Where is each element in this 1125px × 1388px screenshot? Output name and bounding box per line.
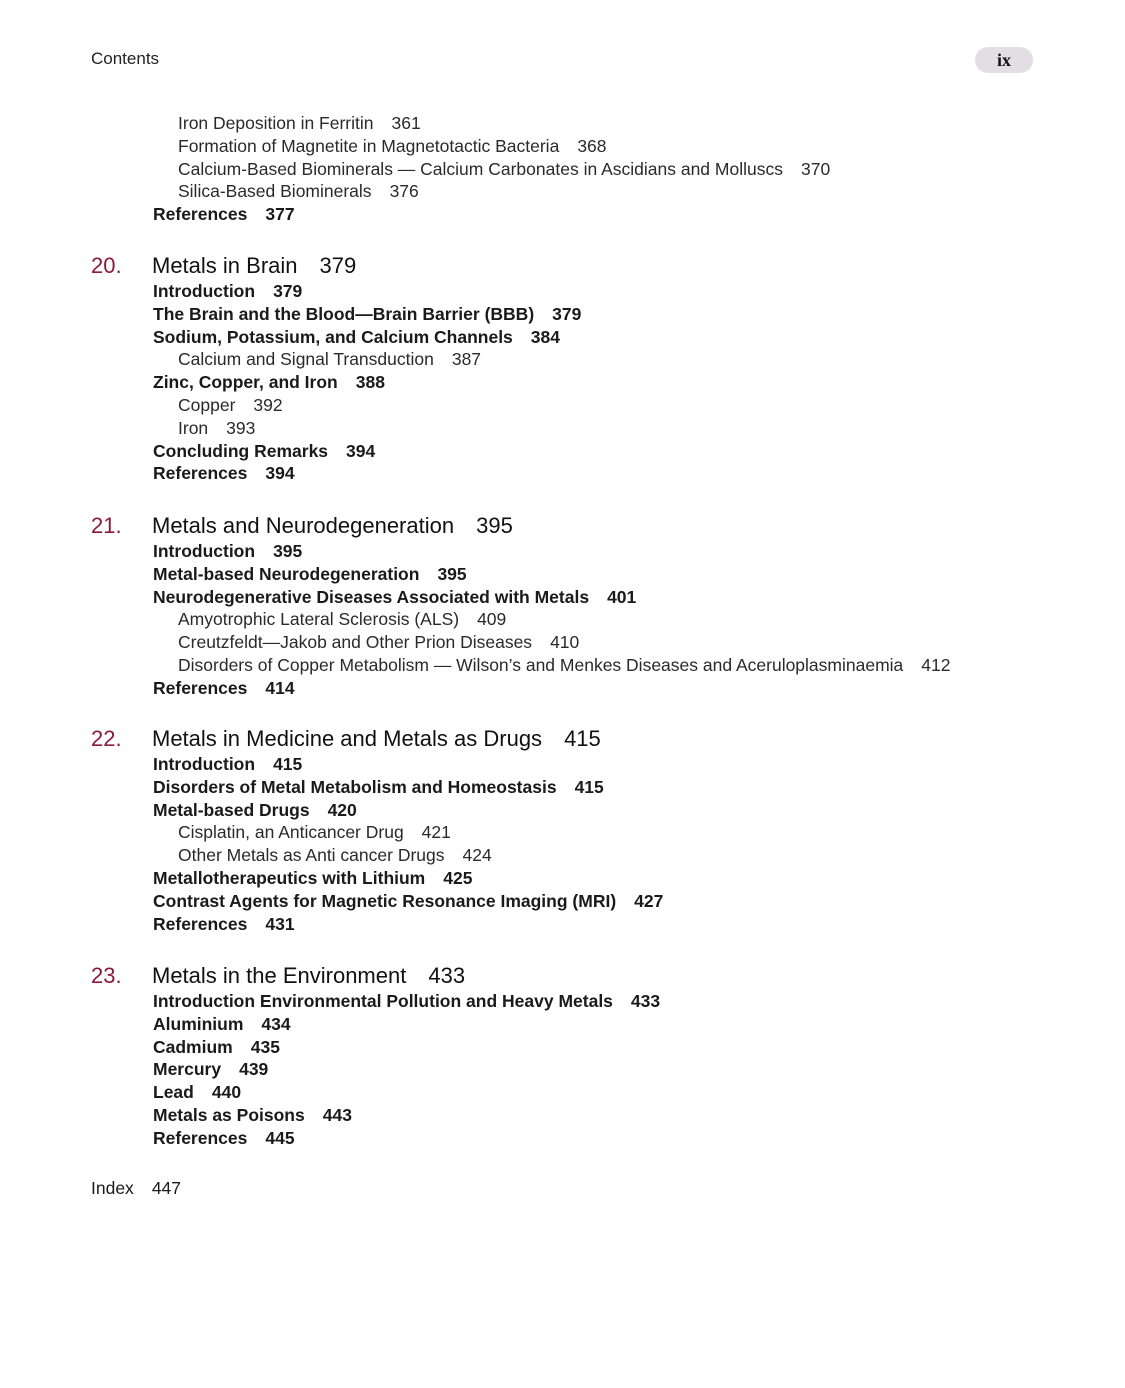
entry-page: 361: [391, 113, 421, 133]
toc-section-entry[interactable]: [153, 563, 467, 585]
chapter-title-entry[interactable]: [152, 726, 601, 752]
page-number-badge: ix: [975, 47, 1033, 73]
chapter-page: 379: [319, 253, 357, 278]
toc-section-entry[interactable]: [153, 990, 660, 1012]
toc-section-entry[interactable]: [153, 326, 560, 348]
index-title: Index: [91, 1178, 134, 1198]
toc-section-entry[interactable]: [153, 1036, 280, 1058]
entry-page: 384: [530, 326, 560, 347]
entry-page: 409: [477, 609, 507, 630]
toc-section-entry[interactable]: [153, 462, 295, 484]
chapter-number: 21.: [91, 513, 122, 538]
chapter-title-entry[interactable]: [152, 963, 465, 989]
entry-title: Lead: [153, 1082, 194, 1103]
index-entry[interactable]: [91, 1177, 181, 1199]
entry-title: Introduction: [153, 281, 256, 301]
entry-page: 379: [552, 303, 582, 324]
toc-subsection-entry[interactable]: [178, 348, 481, 370]
entry-title: Zinc, Copper, and Iron: [153, 372, 338, 393]
entry-title: Introduction: [153, 541, 256, 561]
entry-page: 370: [800, 158, 831, 179]
toc-section-entry[interactable]: [153, 677, 295, 699]
entry-title: Metal-based Neurodegeneration: [153, 563, 420, 584]
entry-title: Other Metals as Anti cancer Drugs: [178, 845, 445, 866]
toc-section-entry[interactable]: [153, 913, 295, 935]
entry-title: Introduction: [153, 754, 256, 774]
chapter-number: 23.: [91, 963, 122, 988]
entry-title: References: [153, 204, 248, 225]
entry-page: 420: [327, 799, 357, 820]
chapter-title: Metals and Neurodegeneration: [152, 513, 455, 538]
chapter-number: 22.: [91, 726, 122, 751]
toc-subsection-entry[interactable]: [178, 654, 950, 676]
toc-section-entry[interactable]: [153, 1127, 295, 1149]
entry-page: 421: [421, 822, 451, 843]
toc-section-entry[interactable]: [153, 1013, 291, 1035]
toc-section-entry[interactable]: [153, 1058, 268, 1080]
toc-subsection-entry[interactable]: [178, 608, 506, 630]
index-page: 447: [151, 1178, 182, 1198]
entry-page: 414: [265, 677, 295, 698]
toc-section-entry[interactable]: [153, 540, 302, 562]
entry-page: 424: [462, 845, 492, 866]
entry-page: 368: [577, 135, 607, 156]
toc-section-entry[interactable]: [153, 280, 302, 302]
entry-title: Creutzfeldt—Jakob and Other Prion Diseases: [178, 632, 533, 653]
entry-title: Metals as Poisons: [153, 1105, 305, 1125]
entry-page: 394: [346, 440, 376, 461]
chapter-title: Metals in Medicine and Metals as Drugs: [152, 726, 543, 751]
entry-title: References: [153, 463, 248, 484]
entry-title: Calcium-Based Biominerals — Calcium Carbonates in Ascidians and Molluscs: [178, 158, 783, 179]
toc-section-entry[interactable]: [153, 1104, 352, 1126]
toc-subsection-entry[interactable]: [178, 821, 451, 843]
entry-page: 394: [265, 463, 295, 484]
entry-page: 439: [239, 1059, 269, 1080]
entry-page: 415: [273, 754, 303, 774]
entry-page: 379: [273, 281, 303, 301]
toc-subsection-entry[interactable]: [178, 631, 579, 653]
entry-title: Formation of Magnetite in Magnetotactic Bacteria: [178, 135, 560, 156]
entry-page: 410: [550, 632, 580, 653]
entry-page: 435: [250, 1036, 280, 1057]
entry-title: Aluminium: [153, 1013, 244, 1034]
entry-title: References: [153, 1127, 248, 1148]
running-head: Contents: [91, 49, 160, 68]
toc-section-entry[interactable]: [153, 371, 385, 393]
entry-title: References: [153, 913, 248, 934]
entry-page: 443: [322, 1105, 352, 1125]
toc-section-entry[interactable]: [153, 203, 295, 225]
toc-section-entry[interactable]: [153, 776, 604, 798]
entry-page: 431: [265, 913, 295, 934]
chapter-page: 415: [564, 726, 601, 751]
entry-title: Metal-based Drugs: [153, 799, 310, 820]
entry-page: 376: [389, 181, 419, 202]
entry-page: 377: [265, 204, 295, 225]
entry-title: Neurodegenerative Diseases Associated with Metals: [153, 586, 590, 607]
chapter-page: 395: [476, 513, 513, 538]
entry-page: 433: [630, 991, 661, 1011]
entry-page: 388: [355, 372, 385, 393]
entry-title: Disorders of Copper Metabolism — Wilson’s and Menkes Diseases and Aceruloplasminaemia: [178, 655, 904, 675]
entry-title: Iron: [178, 417, 209, 438]
toc-subsection-entry[interactable]: [178, 112, 421, 134]
entry-title: Mercury: [153, 1059, 222, 1080]
chapter-title: Metals in the Environment: [152, 963, 407, 988]
entry-page: 425: [443, 868, 473, 888]
toc-section-entry[interactable]: [153, 303, 581, 325]
toc-section-entry[interactable]: [153, 799, 357, 821]
entry-title: Silica-Based Biominerals: [178, 181, 372, 202]
toc-subsection-entry[interactable]: [178, 158, 830, 180]
toc-section-entry[interactable]: [153, 440, 375, 462]
entry-page: 387: [451, 349, 482, 370]
entry-title: Introduction Environmental Pollution and Heavy Metals: [153, 991, 613, 1011]
toc-subsection-entry[interactable]: [178, 417, 255, 439]
toc-subsection-entry[interactable]: [178, 135, 607, 157]
entry-page: 415: [574, 776, 604, 797]
entry-page: 393: [226, 417, 256, 438]
entry-title: References: [153, 677, 248, 698]
entry-page: 445: [265, 1127, 295, 1148]
entry-title: Contrast Agents for Magnetic Resonance Imaging (MRI): [153, 890, 617, 911]
entry-title: Cisplatin, an Anticancer Drug: [178, 822, 404, 843]
entry-title: Amyotrophic Lateral Sclerosis (ALS): [178, 609, 460, 630]
entry-title: Metallotherapeutics with Lithium: [153, 868, 426, 888]
chapter-title-entry[interactable]: [152, 513, 513, 539]
toc-subsection-entry[interactable]: [178, 180, 419, 202]
entry-page: 434: [261, 1013, 291, 1034]
chapter-number: 20.: [91, 253, 122, 278]
toc-subsection-entry[interactable]: [178, 394, 283, 416]
toc-section-entry[interactable]: [153, 753, 302, 775]
entry-title: Cadmium: [153, 1036, 233, 1057]
entry-page: 412: [921, 655, 951, 675]
chapter-page: 433: [428, 963, 466, 988]
toc-subsection-entry[interactable]: [178, 844, 492, 866]
entry-title: Disorders of Metal Metabolism and Homeostasis: [153, 776, 557, 797]
entry-page: 395: [273, 541, 303, 561]
entry-page: 427: [634, 890, 664, 911]
entry-page: 392: [253, 395, 283, 415]
entry-title: The Brain and the Blood—Brain Barrier (BBB): [153, 303, 535, 324]
entry-title: Iron Deposition in Ferritin: [178, 113, 374, 133]
toc-section-entry[interactable]: [153, 1081, 241, 1103]
entry-page: 401: [607, 586, 637, 607]
chapter-title-entry[interactable]: [152, 253, 356, 279]
entry-title: Copper: [178, 395, 236, 415]
toc-section-entry[interactable]: [153, 890, 663, 912]
entry-page: 440: [211, 1082, 242, 1103]
entry-page: 395: [437, 563, 467, 584]
chapter-title: Metals in Brain: [152, 253, 298, 278]
entry-title: Calcium and Signal Transduction: [178, 349, 434, 370]
toc-section-entry[interactable]: [153, 586, 636, 608]
entry-title: Concluding Remarks: [153, 440, 329, 461]
entry-title: Sodium, Potassium, and Calcium Channels: [153, 326, 513, 347]
toc-section-entry[interactable]: [153, 867, 472, 889]
